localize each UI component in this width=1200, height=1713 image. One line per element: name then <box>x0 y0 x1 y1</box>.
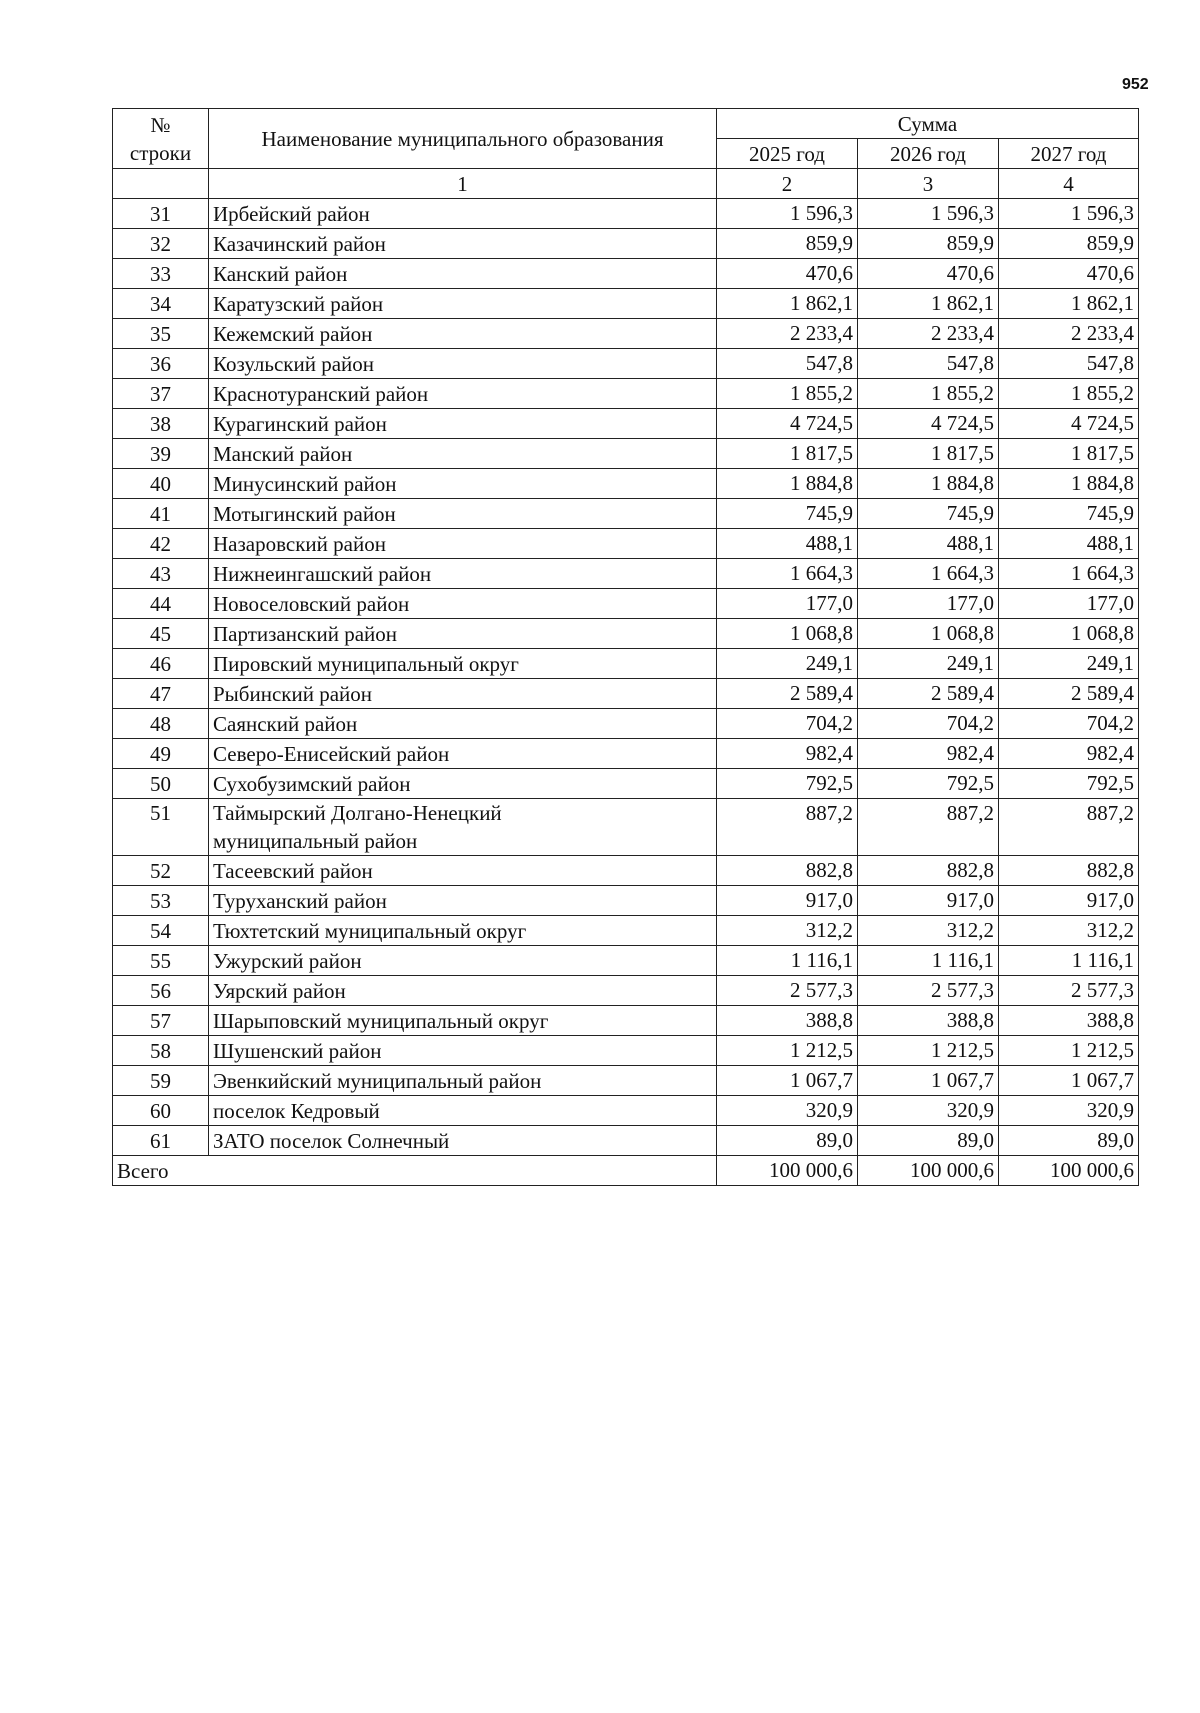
municipality-name <box>209 799 717 856</box>
column-index-3: 3 <box>858 169 999 199</box>
table-row <box>113 739 1139 769</box>
sum-2026: 1 862,1 <box>858 289 999 319</box>
sum-2025: 887,2 <box>717 799 858 856</box>
table-row <box>113 916 1139 946</box>
row-number: 54 <box>113 916 209 946</box>
sum-2027: 982,4 <box>999 739 1139 769</box>
municipality-name: Минусинский район <box>209 469 717 499</box>
table-row <box>113 649 1139 679</box>
sum-2025: 177,0 <box>717 589 858 619</box>
table-row <box>113 589 1139 619</box>
row-number: 50 <box>113 769 209 799</box>
sum-2026: 1 884,8 <box>858 469 999 499</box>
municipality-name: Партизанский район <box>209 619 717 649</box>
column-index-0 <box>113 169 209 199</box>
column-index-1: 1 <box>209 169 717 199</box>
sum-2027: 547,8 <box>999 349 1139 379</box>
sum-2026: 488,1 <box>858 529 999 559</box>
municipality-name: Северо-Енисейский район <box>209 739 717 769</box>
row-number: 59 <box>113 1066 209 1096</box>
row-number: 38 <box>113 409 209 439</box>
sum-2025: 1 068,8 <box>717 619 858 649</box>
table-row <box>113 559 1139 589</box>
sum-2025: 1 862,1 <box>717 289 858 319</box>
table-row <box>113 1126 1139 1156</box>
municipality-name: Уярский район <box>209 976 717 1006</box>
sum-2027: 1 212,5 <box>999 1036 1139 1066</box>
table-row <box>113 469 1139 499</box>
row-number: 57 <box>113 1006 209 1036</box>
sum-2025: 1 596,3 <box>717 199 858 229</box>
sum-2026: 4 724,5 <box>858 409 999 439</box>
sum-2025: 704,2 <box>717 709 858 739</box>
sum-2027: 1 068,8 <box>999 619 1139 649</box>
sum-2027: 4 724,5 <box>999 409 1139 439</box>
table-row <box>113 319 1139 349</box>
table-row <box>113 349 1139 379</box>
sum-2027: 249,1 <box>999 649 1139 679</box>
sum-2025: 917,0 <box>717 886 858 916</box>
municipality-name: Манский район <box>209 439 717 469</box>
sum-2025: 312,2 <box>717 916 858 946</box>
sum-2026: 249,1 <box>858 649 999 679</box>
row-number: 52 <box>113 856 209 886</box>
municipality-name: Ирбейский район <box>209 199 717 229</box>
sum-2026: 704,2 <box>858 709 999 739</box>
sum-2025: 2 233,4 <box>717 319 858 349</box>
table-row <box>113 856 1139 886</box>
sum-2026: 2 233,4 <box>858 319 999 349</box>
table-row <box>113 946 1139 976</box>
sum-2027: 792,5 <box>999 769 1139 799</box>
table-row <box>113 1066 1139 1096</box>
sum-2027: 887,2 <box>999 799 1139 856</box>
sum-2027: 2 233,4 <box>999 319 1139 349</box>
sum-2027: 704,2 <box>999 709 1139 739</box>
sum-2027: 89,0 <box>999 1126 1139 1156</box>
total-row <box>113 1156 1139 1186</box>
sum-2027: 745,9 <box>999 499 1139 529</box>
municipality-name: Эвенкийский муниципальный район <box>209 1066 717 1096</box>
sum-2025: 2 577,3 <box>717 976 858 1006</box>
sum-2026: 887,2 <box>858 799 999 856</box>
sum-2025: 1 212,5 <box>717 1036 858 1066</box>
sum-2026: 89,0 <box>858 1126 999 1156</box>
sum-2027: 388,8 <box>999 1006 1139 1036</box>
sum-2026: 1 817,5 <box>858 439 999 469</box>
row-number-header-line2: строки <box>129 140 192 165</box>
sum-2027: 177,0 <box>999 589 1139 619</box>
row-number: 31 <box>113 199 209 229</box>
sum-2026: 1 067,7 <box>858 1066 999 1096</box>
budget-table <box>112 108 1139 1186</box>
sum-2027: 312,2 <box>999 916 1139 946</box>
row-number-header-line1: № <box>150 112 171 137</box>
sum-2025: 1 884,8 <box>717 469 858 499</box>
sum-2027: 1 067,7 <box>999 1066 1139 1096</box>
table-header <box>113 109 1139 199</box>
table-row <box>113 259 1139 289</box>
row-number: 36 <box>113 349 209 379</box>
sum-2025: 249,1 <box>717 649 858 679</box>
sum-2026: 792,5 <box>858 769 999 799</box>
sum-2025: 1 067,7 <box>717 1066 858 1096</box>
sum-2026: 859,9 <box>858 229 999 259</box>
column-index-4: 4 <box>999 169 1139 199</box>
sum-2027: 917,0 <box>999 886 1139 916</box>
table-row <box>113 1096 1139 1126</box>
sum-2026: 320,9 <box>858 1096 999 1126</box>
sum-2026: 745,9 <box>858 499 999 529</box>
table-row <box>113 199 1139 229</box>
total-2026: 100 000,6 <box>858 1156 999 1186</box>
row-number: 53 <box>113 886 209 916</box>
municipality-name: Назаровский район <box>209 529 717 559</box>
municipality-name: Каратузский район <box>209 289 717 319</box>
row-number: 45 <box>113 619 209 649</box>
table-row <box>113 799 1139 856</box>
sum-2027: 470,6 <box>999 259 1139 289</box>
sum-2027: 2 589,4 <box>999 679 1139 709</box>
year-header-2026: 2026 год <box>858 139 999 169</box>
row-number: 49 <box>113 739 209 769</box>
column-index-row <box>113 169 1139 199</box>
sum-2026: 1 596,3 <box>858 199 999 229</box>
sum-2026: 2 589,4 <box>858 679 999 709</box>
row-number: 34 <box>113 289 209 319</box>
municipality-name: Краснотуранский район <box>209 379 717 409</box>
column-index-2: 2 <box>717 169 858 199</box>
municipality-name: Канский район <box>209 259 717 289</box>
table-row <box>113 886 1139 916</box>
sum-2025: 1 855,2 <box>717 379 858 409</box>
municipality-name: Туруханский район <box>209 886 717 916</box>
page-number: 952 <box>1122 76 1149 93</box>
row-number: 33 <box>113 259 209 289</box>
table-row <box>113 439 1139 469</box>
row-number: 48 <box>113 709 209 739</box>
sum-2027: 1 664,3 <box>999 559 1139 589</box>
row-number: 41 <box>113 499 209 529</box>
sum-2027: 1 862,1 <box>999 289 1139 319</box>
table-row <box>113 499 1139 529</box>
sum-2027: 1 884,8 <box>999 469 1139 499</box>
sum-2025: 745,9 <box>717 499 858 529</box>
row-number: 58 <box>113 1036 209 1066</box>
table-row <box>113 229 1139 259</box>
municipality-name: Ужурский район <box>209 946 717 976</box>
sum-2027: 320,9 <box>999 1096 1139 1126</box>
row-number: 43 <box>113 559 209 589</box>
table-row <box>113 1036 1139 1066</box>
row-number: 60 <box>113 1096 209 1126</box>
sum-2025: 320,9 <box>717 1096 858 1126</box>
sum-2026: 1 664,3 <box>858 559 999 589</box>
sum-2026: 177,0 <box>858 589 999 619</box>
municipality-name-line1: Таймырский Долгано-Ненецкий <box>213 801 502 825</box>
municipality-name: поселок Кедровый <box>209 1096 717 1126</box>
sum-2025: 859,9 <box>717 229 858 259</box>
row-number: 44 <box>113 589 209 619</box>
total-2027: 100 000,6 <box>999 1156 1139 1186</box>
municipality-name: Сухобузимский район <box>209 769 717 799</box>
municipality-name: Мотыгинский район <box>209 499 717 529</box>
sum-2025: 388,8 <box>717 1006 858 1036</box>
table-row <box>113 409 1139 439</box>
row-number: 56 <box>113 976 209 1006</box>
table-row <box>113 1006 1139 1036</box>
sum-2026: 547,8 <box>858 349 999 379</box>
sum-2027: 488,1 <box>999 529 1139 559</box>
sum-2027: 1 855,2 <box>999 379 1139 409</box>
row-number: 39 <box>113 439 209 469</box>
sum-2027: 2 577,3 <box>999 976 1139 1006</box>
header-row-top <box>113 109 1139 139</box>
sum-2027: 859,9 <box>999 229 1139 259</box>
sum-2025: 470,6 <box>717 259 858 289</box>
municipality-name-line2: муниципальный район <box>213 829 418 853</box>
sum-2025: 488,1 <box>717 529 858 559</box>
row-number: 32 <box>113 229 209 259</box>
sum-2025: 4 724,5 <box>717 409 858 439</box>
row-number-header <box>113 109 209 169</box>
municipality-name: Тюхтетский муниципальный округ <box>209 916 717 946</box>
row-number: 51 <box>113 799 209 856</box>
table-row <box>113 379 1139 409</box>
table-row <box>113 976 1139 1006</box>
total-label: Всего <box>113 1156 717 1186</box>
municipality-name: Кежемский район <box>209 319 717 349</box>
sum-2026: 312,2 <box>858 916 999 946</box>
municipality-name-header: Наименование муниципального образования <box>209 109 717 169</box>
table-body <box>113 199 1139 1186</box>
sum-2027: 1 596,3 <box>999 199 1139 229</box>
year-header-2025: 2025 год <box>717 139 858 169</box>
municipality-name: Шарыповский муниципальный округ <box>209 1006 717 1036</box>
municipality-name: Новоселовский район <box>209 589 717 619</box>
sum-2026: 1 068,8 <box>858 619 999 649</box>
row-number: 40 <box>113 469 209 499</box>
sum-header: Сумма <box>717 109 1139 139</box>
row-number: 35 <box>113 319 209 349</box>
sum-2027: 1 116,1 <box>999 946 1139 976</box>
total-2025: 100 000,6 <box>717 1156 858 1186</box>
table-row <box>113 709 1139 739</box>
table-row <box>113 529 1139 559</box>
row-number: 47 <box>113 679 209 709</box>
table-row <box>113 289 1139 319</box>
sum-2026: 2 577,3 <box>858 976 999 1006</box>
municipality-name: Саянский район <box>209 709 717 739</box>
sum-2025: 1 817,5 <box>717 439 858 469</box>
sum-2025: 882,8 <box>717 856 858 886</box>
row-number: 55 <box>113 946 209 976</box>
sum-2025: 1 116,1 <box>717 946 858 976</box>
municipality-name: Казачинский район <box>209 229 717 259</box>
sum-2025: 2 589,4 <box>717 679 858 709</box>
sum-2026: 1 212,5 <box>858 1036 999 1066</box>
municipality-name: Козульский район <box>209 349 717 379</box>
sum-2025: 1 664,3 <box>717 559 858 589</box>
municipality-name: Тасеевский район <box>209 856 717 886</box>
municipality-name: Рыбинский район <box>209 679 717 709</box>
year-header-2027: 2027 год <box>999 139 1139 169</box>
sum-2025: 547,8 <box>717 349 858 379</box>
municipality-name: ЗАТО поселок Солнечный <box>209 1126 717 1156</box>
sum-2025: 89,0 <box>717 1126 858 1156</box>
municipality-name: Пировский муниципальный округ <box>209 649 717 679</box>
table-row <box>113 769 1139 799</box>
row-number: 42 <box>113 529 209 559</box>
sum-2026: 1 855,2 <box>858 379 999 409</box>
municipality-name: Шушенский район <box>209 1036 717 1066</box>
sum-2026: 982,4 <box>858 739 999 769</box>
sum-2026: 882,8 <box>858 856 999 886</box>
sum-2026: 917,0 <box>858 886 999 916</box>
row-number: 37 <box>113 379 209 409</box>
sum-2026: 470,6 <box>858 259 999 289</box>
row-number: 46 <box>113 649 209 679</box>
sum-2025: 982,4 <box>717 739 858 769</box>
sum-2026: 388,8 <box>858 1006 999 1036</box>
municipality-name: Нижнеингашский район <box>209 559 717 589</box>
table-row <box>113 679 1139 709</box>
sum-2026: 1 116,1 <box>858 946 999 976</box>
municipality-name: Курагинский район <box>209 409 717 439</box>
row-number: 61 <box>113 1126 209 1156</box>
sum-2025: 792,5 <box>717 769 858 799</box>
sum-2027: 1 817,5 <box>999 439 1139 469</box>
table-row <box>113 619 1139 649</box>
sum-2027: 882,8 <box>999 856 1139 886</box>
